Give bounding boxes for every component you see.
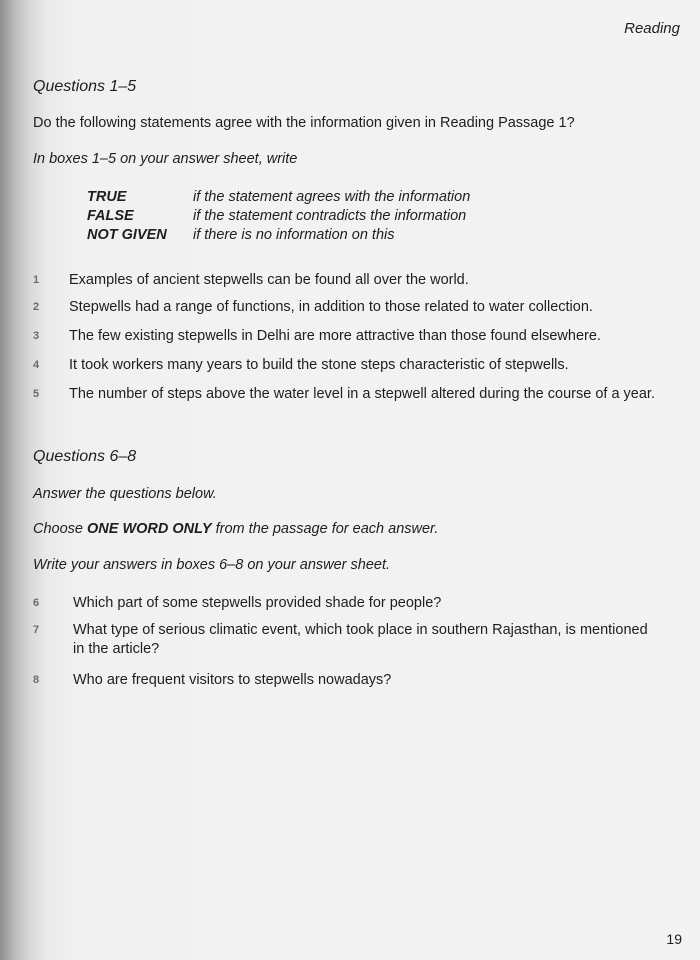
question-number: 3 — [33, 330, 40, 342]
question-item-3 — [33, 327, 679, 346]
page-header-reading: Reading — [624, 20, 680, 37]
legend-row-true — [87, 188, 470, 207]
question-text: What type of serious climatic event, which took place in southern Rajasthan, is mentioned in the article? — [73, 622, 648, 657]
question-text: It took workers many years to build the stone steps characteristic of stepwells. — [69, 357, 569, 373]
question-item-5 — [33, 385, 679, 404]
question-text: The few existing stepwells in Delhi are more attractive than those found elsewhere. — [69, 328, 601, 344]
question-number: 4 — [33, 359, 40, 371]
question-item-8 — [33, 671, 653, 690]
question-item-2 — [33, 298, 679, 317]
page-number: 19 — [666, 931, 682, 947]
instruction-statements: Do the following statements agree with the information given in Reading Passage 1? — [33, 115, 575, 131]
legend-key: FALSE — [87, 208, 134, 224]
legend-row-false — [87, 207, 470, 226]
question-number: 8 — [33, 674, 40, 686]
legend-row-not-given — [87, 226, 470, 245]
choose-bold: ONE WORD ONLY — [87, 521, 212, 537]
instruction-choose — [33, 521, 438, 537]
question-item-7 — [33, 621, 653, 659]
legend-meaning: if the statement contradicts the information — [193, 208, 467, 224]
instruction-write: Write your answers in boxes 6–8 on your answer sheet. — [33, 557, 391, 573]
choose-suffix: from the passage for each answer. — [215, 521, 439, 537]
question-text: Stepwells had a range of functions, in addition to those related to water collection. — [69, 299, 593, 315]
question-number: 1 — [33, 274, 40, 286]
section-title-questions-6-8: Questions 6–8 — [33, 448, 137, 465]
choose-prefix: Choose — [33, 521, 83, 537]
question-text: The number of steps above the water level in a stepwell altered during the course of a year. — [69, 386, 655, 402]
question-item-1 — [33, 271, 679, 290]
legend-meaning: if the statement agrees with the information — [193, 189, 471, 205]
question-number: 5 — [33, 388, 40, 400]
legend-meaning: if there is no information on this — [193, 227, 395, 243]
answer-legend — [87, 188, 470, 245]
instruction-answer: Answer the questions below. — [33, 486, 217, 502]
question-item-6 — [33, 594, 653, 613]
question-number: 2 — [33, 301, 40, 313]
section-title-questions-1-5: Questions 1–5 — [33, 78, 137, 95]
question-number: 7 — [33, 624, 40, 636]
question-number: 6 — [33, 597, 40, 609]
question-text: Examples of ancient stepwells can be found all over the world. — [69, 272, 469, 288]
legend-key: NOT GIVEN — [87, 227, 167, 243]
question-text: Which part of some stepwells provided shade for people? — [73, 595, 442, 611]
question-text: Who are frequent visitors to stepwells nowadays? — [73, 672, 392, 688]
instruction-boxes: In boxes 1–5 on your answer sheet, write — [33, 151, 298, 167]
legend-key: TRUE — [87, 189, 127, 205]
question-item-4 — [33, 356, 679, 375]
